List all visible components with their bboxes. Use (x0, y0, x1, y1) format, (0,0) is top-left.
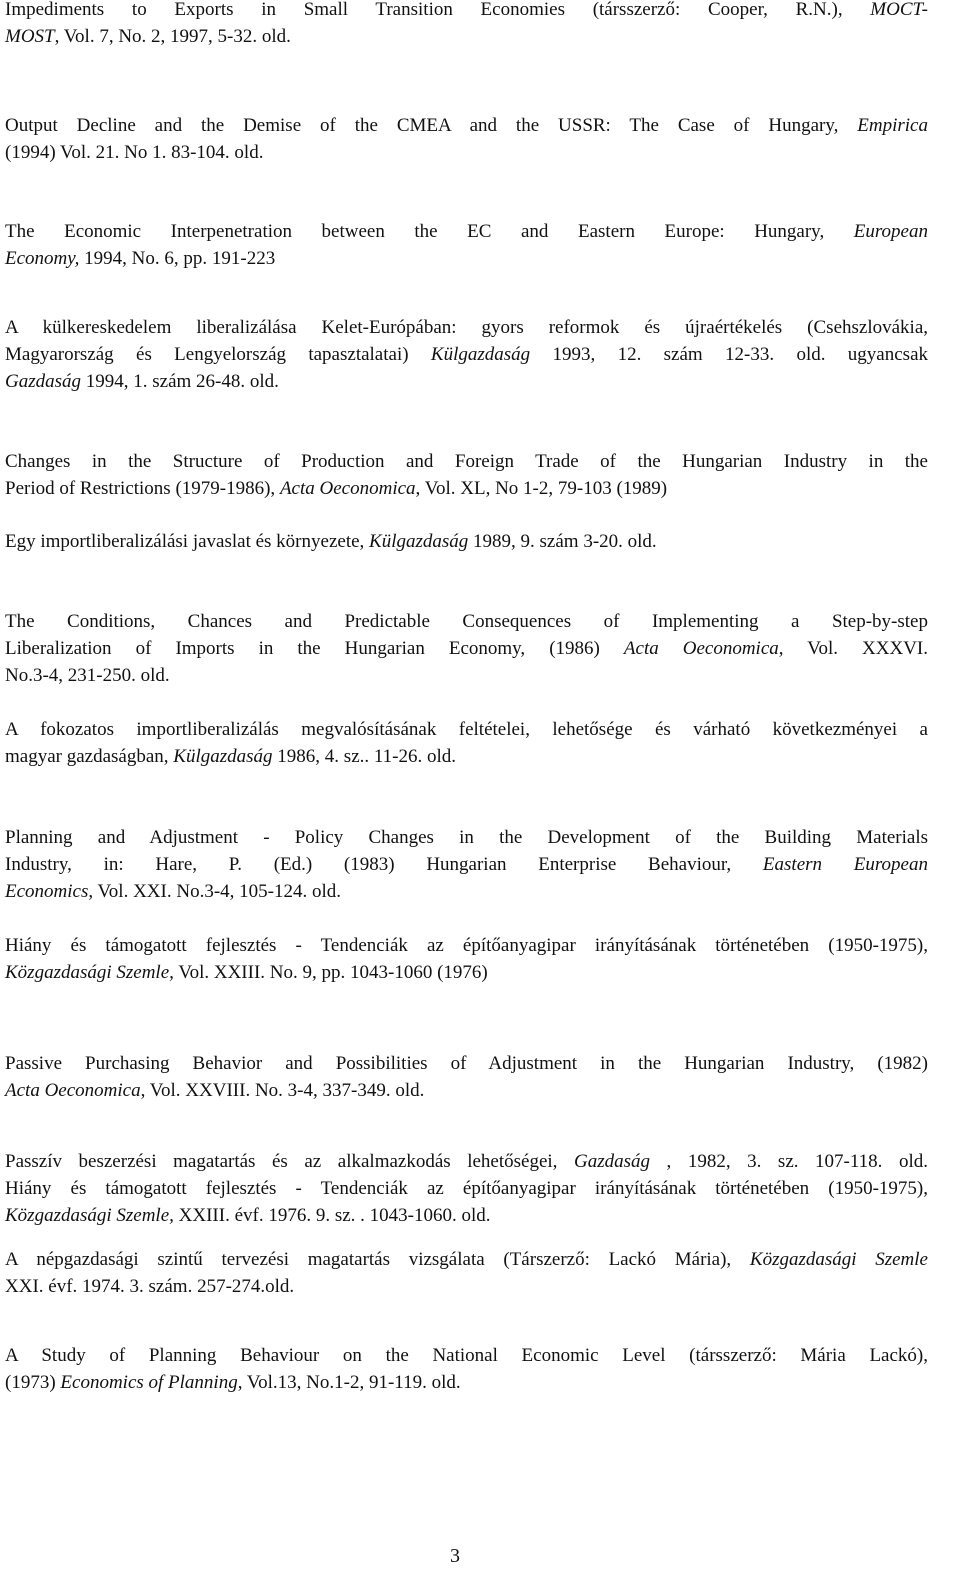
entry-line (5, 341, 928, 368)
page-number: 3 (450, 1545, 460, 1567)
entry-line (5, 1175, 928, 1202)
entry-line (5, 635, 928, 662)
entry-line (5, 23, 928, 50)
bibliography-entry (5, 112, 928, 166)
entry-text: XXI. évf. 1974. 3. szám. 257-274.old. (5, 1276, 295, 1297)
entry-text: Passzív beszerzési magatartás és az alkalmazkodás lehetőségei, (5, 1151, 574, 1172)
bibliography-entry (5, 1148, 928, 1229)
entry-line (5, 1342, 928, 1369)
entry-text: Magyarország és Lengyelország tapasztalatai) (5, 344, 431, 365)
entry-text: Hiány és támogatott fejlesztés - Tendenciák az építőanyagipar irányításának történetében (1950-1975), (5, 935, 928, 956)
entry-line (5, 245, 928, 272)
entry-text: 1993, 12. szám 12-33. old. ugyancsak (530, 344, 929, 365)
entry-line (5, 662, 928, 689)
entry-line (5, 218, 928, 245)
entry-line (5, 959, 928, 986)
italic-source-title: Közgazdasági Szemle, (5, 1205, 174, 1226)
entry-text: , Vol. XXI. No.3-4, 105-124. old. (88, 881, 342, 902)
entry-text: (1994) Vol. 21. No 1. 83-104. old. (5, 142, 264, 163)
bibliography-entry (5, 448, 928, 502)
entry-text: Liberalization of Imports in the Hungarian Economy, (1986) (5, 638, 624, 659)
italic-source-title: MOST (5, 26, 55, 47)
italic-source-title: Economics (5, 881, 89, 902)
entry-text: Changes in the Structure of Production and Foreign Trade of the Hungarian Industry in the (5, 451, 928, 472)
bibliography-entry (5, 218, 928, 272)
entry-line (5, 1050, 928, 1077)
bibliography-entry (5, 314, 928, 395)
entry-text: magyar gazdaságban, (5, 746, 174, 767)
italic-source-title: Közgazdasági Szemle, (5, 962, 174, 983)
entry-line (5, 528, 928, 555)
entry-line (5, 932, 928, 959)
entry-text: , Vol.13, No.1-2, 91-119. old. (237, 1372, 461, 1393)
entry-text: No.3-4, 231-250. old. (5, 665, 170, 686)
entry-text: The Economic Interpenetration between the EC and Eastern Europe: Hungary, (5, 221, 854, 242)
entry-line (5, 743, 928, 770)
bibliography-entry (5, 0, 928, 50)
entry-line (5, 1077, 928, 1104)
bibliography-entry (5, 824, 928, 905)
italic-source-title: Economics of Planning (60, 1372, 238, 1393)
entry-text: , Vol. XXXVI. (778, 638, 929, 659)
italic-source-title: Gazdaság (573, 1151, 650, 1172)
italic-source-title: Külgazdaság (430, 344, 531, 365)
bibliography-entry (5, 1246, 928, 1300)
entry-text: Industry, in: Hare, P. (Ed.) (1983) Hungarian Enterprise Behaviour, (5, 854, 763, 875)
entry-line (5, 314, 928, 341)
entry-text: 1994, 1. szám 26-48. old. (81, 371, 279, 392)
entry-text: A népgazdasági szintű tervezési magatartás vizsgálata (Társzerző: Lackó Mária), (5, 1249, 750, 1270)
italic-source-title: Acta Oeconomica (623, 638, 779, 659)
italic-source-title: Gazdaság (5, 371, 82, 392)
entry-line (5, 368, 928, 395)
entry-text: Egy importliberalizálási javaslat és környezete, (5, 531, 370, 552)
italic-source-title: Eastern European (762, 854, 928, 875)
entry-text: Hiány és támogatott fejlesztés - Tendenciák az építőanyagipar irányításának történetében (1950-1975), (5, 1178, 928, 1199)
entry-text: , Vol. 7, No. 2, 1997, 5-32. old. (54, 26, 291, 47)
entry-text: (1973) (5, 1372, 61, 1393)
entry-text: , Vol. XXVIII. No. 3-4, 337-349. old. (140, 1080, 425, 1101)
italic-source-title: Economy, (5, 248, 80, 269)
entry-line (5, 1273, 928, 1300)
entry-line (5, 1148, 928, 1175)
entry-line (5, 851, 928, 878)
bibliography-entry (5, 716, 928, 770)
entry-text: XXIII. évf. 1976. 9. sz. . 1043-1060. old. (173, 1205, 491, 1226)
entry-line (5, 0, 928, 23)
entry-line (5, 448, 928, 475)
entry-line (5, 1246, 928, 1273)
entry-text: A Study of Planning Behaviour on the National Economic Level (társszerző: Mária Lackó), (5, 1345, 928, 1366)
entry-line (5, 1202, 928, 1229)
entry-text: Output Decline and the Demise of the CMEA and the USSR: The Case of Hungary, (5, 115, 858, 136)
bibliography-entry (5, 608, 928, 689)
entry-line (5, 608, 928, 635)
entry-text: Impediments to Exports in Small Transition Economies (társszerző: Cooper, R.N.), (5, 0, 871, 20)
entry-text: 1986, 4. sz.. 11-26. old. (272, 746, 457, 767)
entry-text: , 1982, 3. sz. 107-118. old. (650, 1151, 929, 1172)
entry-text: A külkereskedelem liberalizálása Kelet-Európában: gyors reformok és újraértékelés (Csehszlovákia, (5, 317, 928, 338)
entry-text: The Conditions, Chances and Predictable Consequences of Implementing a Step-by-step (5, 611, 928, 632)
italic-source-title: Közgazdasági Szemle (749, 1249, 928, 1270)
entry-text: , Vol. XL, No 1-2, 79-103 (1989) (415, 478, 668, 499)
italic-source-title: Acta Oeconomica (5, 1080, 141, 1101)
bibliography-entry (5, 1342, 928, 1396)
bibliography-entry (5, 1050, 928, 1104)
entry-line (5, 824, 928, 851)
entry-text: Passive Purchasing Behavior and Possibilities of Adjustment in the Hungarian Industry, (1982) (5, 1053, 928, 1074)
entry-text: 1994, No. 6, pp. 191-223 (79, 248, 276, 269)
entry-line (5, 139, 928, 166)
entry-text: A fokozatos importliberalizálás megvalósításának feltételei, lehetősége és várható következményei a (5, 719, 928, 740)
entry-line (5, 475, 928, 502)
entry-text: Vol. XXIII. No. 9, pp. 1043-1060 (1976) (173, 962, 488, 983)
italic-source-title: Empirica (857, 115, 928, 136)
entry-text: 1989, 9. szám 3-20. old. (468, 531, 657, 552)
italic-source-title: Acta Oeconomica (279, 478, 416, 499)
entry-text: Planning and Adjustment - Policy Changes in the Development of the Building Materials (5, 827, 928, 848)
entry-line (5, 716, 928, 743)
entry-line (5, 1369, 928, 1396)
bibliography-entry (5, 528, 928, 555)
italic-source-title: European (853, 221, 928, 242)
italic-source-title: MOCT- (870, 0, 928, 20)
entry-line (5, 878, 928, 905)
italic-source-title: Külgazdaság (369, 531, 469, 552)
entry-text: Period of Restrictions (1979-1986), (5, 478, 280, 499)
bibliography-entry (5, 932, 928, 986)
italic-source-title: Külgazdaság (173, 746, 273, 767)
entry-line (5, 112, 928, 139)
